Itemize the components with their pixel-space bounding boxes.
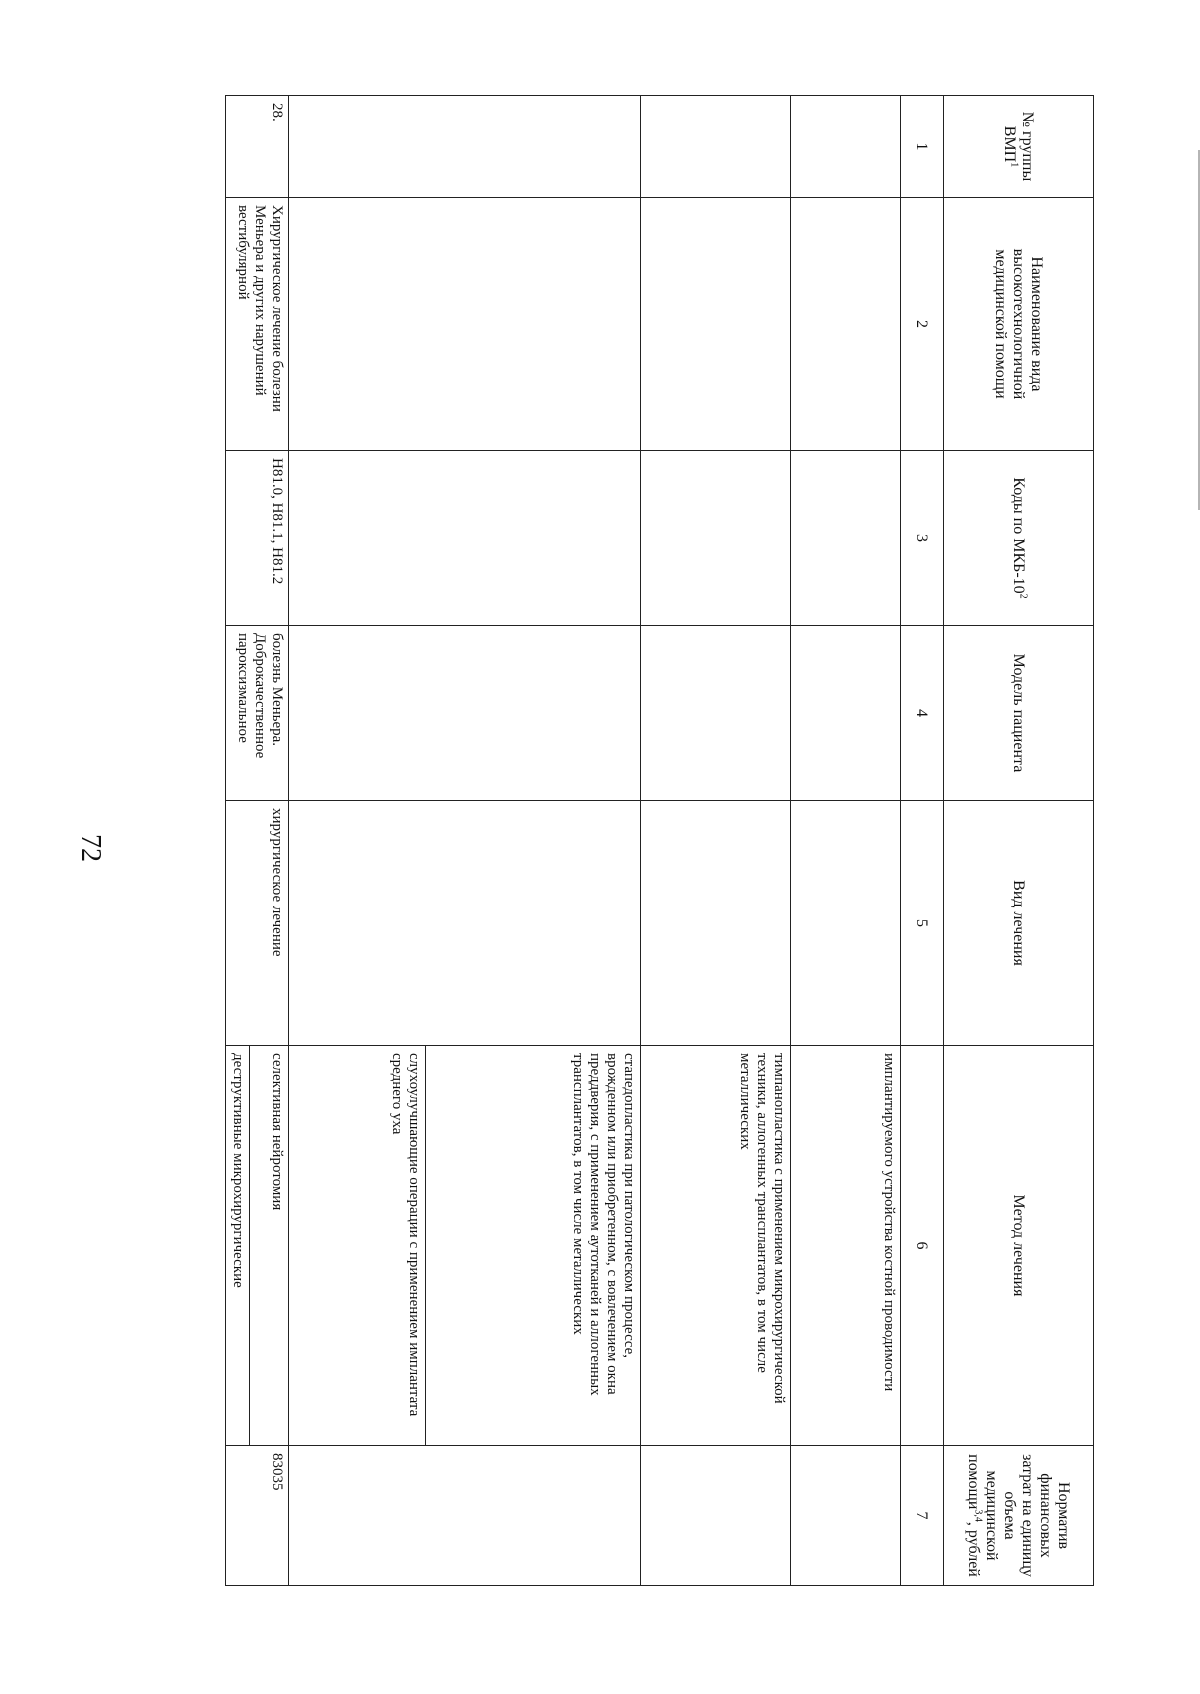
column-number-row <box>901 96 944 1586</box>
table-cell <box>641 198 791 451</box>
header-cost-text: Норматив финансовых затрат на единицу объема медицинской помощи <box>965 1454 1073 1577</box>
method-cell-split <box>226 1046 289 1446</box>
table-row <box>289 96 641 1586</box>
icd-codes: H81.0, H81.1, H81.2 <box>226 451 289 626</box>
column-number: 6 <box>901 1046 944 1446</box>
table-cell <box>791 96 901 198</box>
table-cell <box>641 96 791 198</box>
method-cell: имплантируемого устройства костной проводимости <box>791 1046 901 1446</box>
column-number: 2 <box>901 198 944 451</box>
rotated-table-frame <box>164 95 1094 1585</box>
header-row <box>944 96 1094 1586</box>
footnote-2: 2 <box>1017 593 1029 599</box>
method-cell: стапедопластика при патологическом процессе, врожденном или приобретенном, с вовлечением окна преддверия, с применением аутотканей и аллогенных трансплантатов, в том числе металлических <box>425 1046 640 1445</box>
vmp-name: Хирургическое лечение болезни Меньера и других нарушений вестибулярной <box>226 198 289 451</box>
column-number: 7 <box>901 1446 944 1586</box>
header-vmp-name: Наименование вида высокотехнологичной медицинской помощи <box>944 198 1094 451</box>
column-number: 5 <box>901 801 944 1046</box>
table-cell <box>791 626 901 801</box>
header-patient-model: Модель пациента <box>944 626 1094 801</box>
table-cell <box>289 801 641 1046</box>
column-number: 1 <box>901 96 944 198</box>
group-number: 28. <box>226 96 289 198</box>
table-cell <box>791 801 901 1046</box>
vmp-table <box>225 95 1094 1586</box>
vmp-table-container <box>164 95 1094 1585</box>
table-cell <box>791 198 901 451</box>
table-cell <box>289 626 641 801</box>
header-treatment-method: Метод лечения <box>944 1046 1094 1446</box>
table-row <box>641 96 791 1586</box>
table-cell <box>791 1446 901 1586</box>
method-cell-split <box>289 1046 641 1446</box>
table-cell <box>791 451 901 626</box>
header-cost-standard <box>944 1446 1094 1586</box>
header-treatment-type: Вид лечения <box>944 801 1094 1046</box>
cost-standard: 83035 <box>226 1446 289 1586</box>
table-cell <box>641 801 791 1046</box>
method-cell: деструктивные микрохирургические <box>230 1053 246 1288</box>
footnote-1: 1 <box>1008 162 1020 168</box>
column-number: 4 <box>901 626 944 801</box>
patient-model: болезнь Меньера. Доброкачественное пароксизмальное <box>226 626 289 801</box>
column-number: 3 <box>901 451 944 626</box>
table-row-group-28 <box>226 96 289 1586</box>
header-icd-codes-text: Коды по МКБ-10 <box>1010 477 1028 594</box>
method-cell: селективная нейротомия <box>249 1046 288 1445</box>
treatment-type: хирургическое лечение <box>226 801 289 1046</box>
table-row <box>791 96 901 1586</box>
header-group-number-text: № группы ВМП <box>1001 111 1037 182</box>
method-cell: слухоулучшающие операции с применением имплантата среднего уха <box>389 1053 422 1417</box>
method-cell: тимпанопластика с применением микрохирургической техники, аллогенных трансплантатов, в том числе металлических <box>641 1046 791 1446</box>
table-cell <box>641 451 791 626</box>
footnote-3-4: 3,4 <box>972 1509 984 1522</box>
table-cell <box>289 96 641 198</box>
table-cell <box>289 451 641 626</box>
table-cell <box>641 1446 791 1586</box>
header-icd-codes <box>944 451 1094 626</box>
table-cell <box>641 626 791 801</box>
page-number: 72 <box>75 834 106 862</box>
table-cell <box>289 198 641 451</box>
header-group-number <box>944 96 1094 198</box>
table-cell <box>289 1446 641 1586</box>
header-cost-unit: , рублей <box>965 1521 983 1577</box>
